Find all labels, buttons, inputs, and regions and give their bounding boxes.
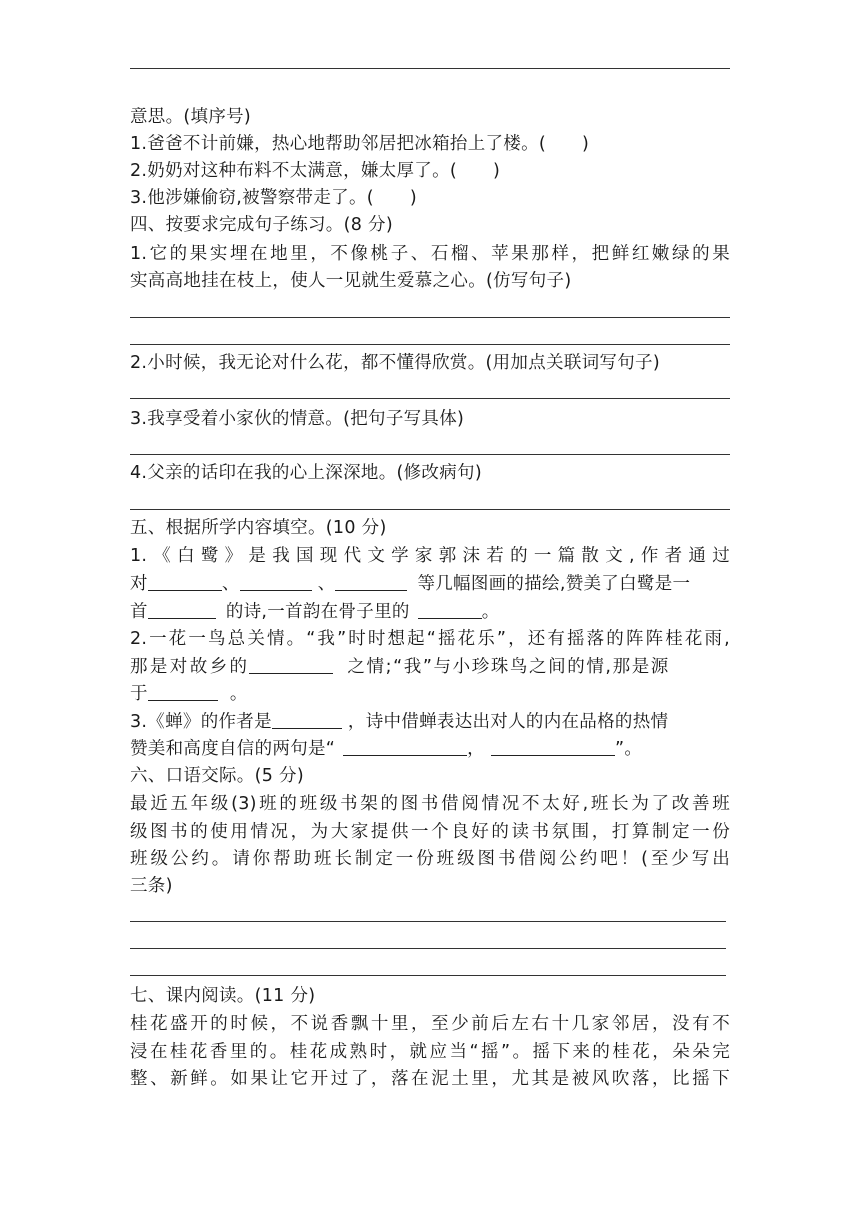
text-line: 级图书的使用情况，为大家提供一个良好的读书氛围，打算制定一份 — [130, 822, 730, 842]
blank[interactable] — [148, 572, 222, 591]
answer-line[interactable] — [130, 948, 726, 949]
blank[interactable] — [418, 600, 482, 619]
question-line: 首 的诗,一首韵在骨子里的 。 — [130, 602, 500, 622]
text-line: 班级公约。请你帮助班长制定一份班级图书借阅公约吧！(至少写出 — [130, 849, 730, 869]
blank[interactable] — [148, 600, 216, 619]
blank[interactable] — [240, 572, 312, 591]
question-line: 2.一花一鸟总关情。“我”时时想起“摇花乐”，还有摇落的阵阵桂花雨, — [130, 629, 730, 649]
passage-line: 整、新鲜。如果让它开过了，落在泥土里，尤其是被风吹落，比摇下 — [130, 1069, 730, 1089]
blank[interactable] — [272, 710, 342, 729]
text-line: 最近五年级(3)班的班级书架的图书借阅情况不太好,班长为了改善班 — [130, 794, 730, 814]
answer-line[interactable] — [130, 317, 730, 318]
blank[interactable] — [343, 737, 467, 756]
section-heading: 四、按要求完成句子练习。(8 分) — [130, 215, 393, 235]
passage-line: 桂花盛开的时候，不说香飘十里，至少前后左右十几家邻居，没有不 — [130, 1014, 730, 1034]
question-line: 2.小时候，我无论对什么花，都不懂得欣赏。(用加点关联词写句子) — [130, 353, 660, 373]
question-line: 2.奶奶对这种布料不太满意，嫌太厚了。( ) — [130, 161, 501, 181]
section-heading: 六、口语交际。(5 分) — [130, 766, 304, 786]
text-line: 三条) — [130, 876, 173, 896]
section-heading: 七、课内阅读。(11 分) — [130, 986, 316, 1006]
question-line: 1.《白鹭》是我国现代文学家郭沫若的一篇散文,作者通过 — [130, 546, 730, 566]
question-line: 那是对故乡的 之情;“我”与小珍珠鸟之间的情,那是源 — [130, 657, 670, 677]
passage-line: 浸在桂花香里的。桂花成熟时，就应当“摇”。摇下来的桂花，朵朵完 — [130, 1042, 730, 1062]
question-line: 3.他涉嫌偷窃,被警察带走了。( ) — [130, 188, 418, 208]
question-line: 对 、 、 等几幅图画的描绘,赞美了白鹭是一 — [130, 574, 691, 594]
top-rule — [130, 68, 730, 69]
question-line: 1.爸爸不计前嫌，热心地帮助邻居把冰箱抬上了楼。( ) — [130, 134, 590, 154]
answer-line[interactable] — [130, 344, 730, 345]
section-heading: 五、根据所学内容填空。(10 分) — [130, 518, 387, 538]
blank[interactable] — [335, 572, 407, 591]
blank[interactable] — [491, 737, 615, 756]
text-line: 意思。(填序号) — [130, 107, 252, 127]
blank[interactable] — [148, 682, 218, 701]
question-line: 于 。 — [130, 684, 248, 704]
blank[interactable] — [249, 655, 333, 674]
question-line: 赞美和高度自信的两句是“ ， ”。 — [130, 739, 643, 759]
answer-line[interactable] — [130, 398, 730, 399]
answer-line[interactable] — [130, 921, 726, 922]
question-line: 3.《蝉》的作者是 ，诗中借蝉表达出对人的内在品格的热情 — [130, 712, 669, 732]
question-line: 4.父亲的话印在我的心上深深地。(修改病句) — [130, 463, 482, 483]
question-line: 3.我享受着小家伙的情意。(把句子写具体) — [130, 409, 465, 429]
answer-line[interactable] — [130, 454, 730, 455]
answer-line[interactable] — [130, 509, 730, 510]
question-line: 1.它的果实埋在地里，不像桃子、石榴、苹果那样，把鲜红嫩绿的果 — [130, 244, 730, 264]
answer-line[interactable] — [130, 975, 726, 976]
question-line: 实高高地挂在枝上，使人一见就生爱慕之心。(仿写句子) — [130, 271, 572, 291]
